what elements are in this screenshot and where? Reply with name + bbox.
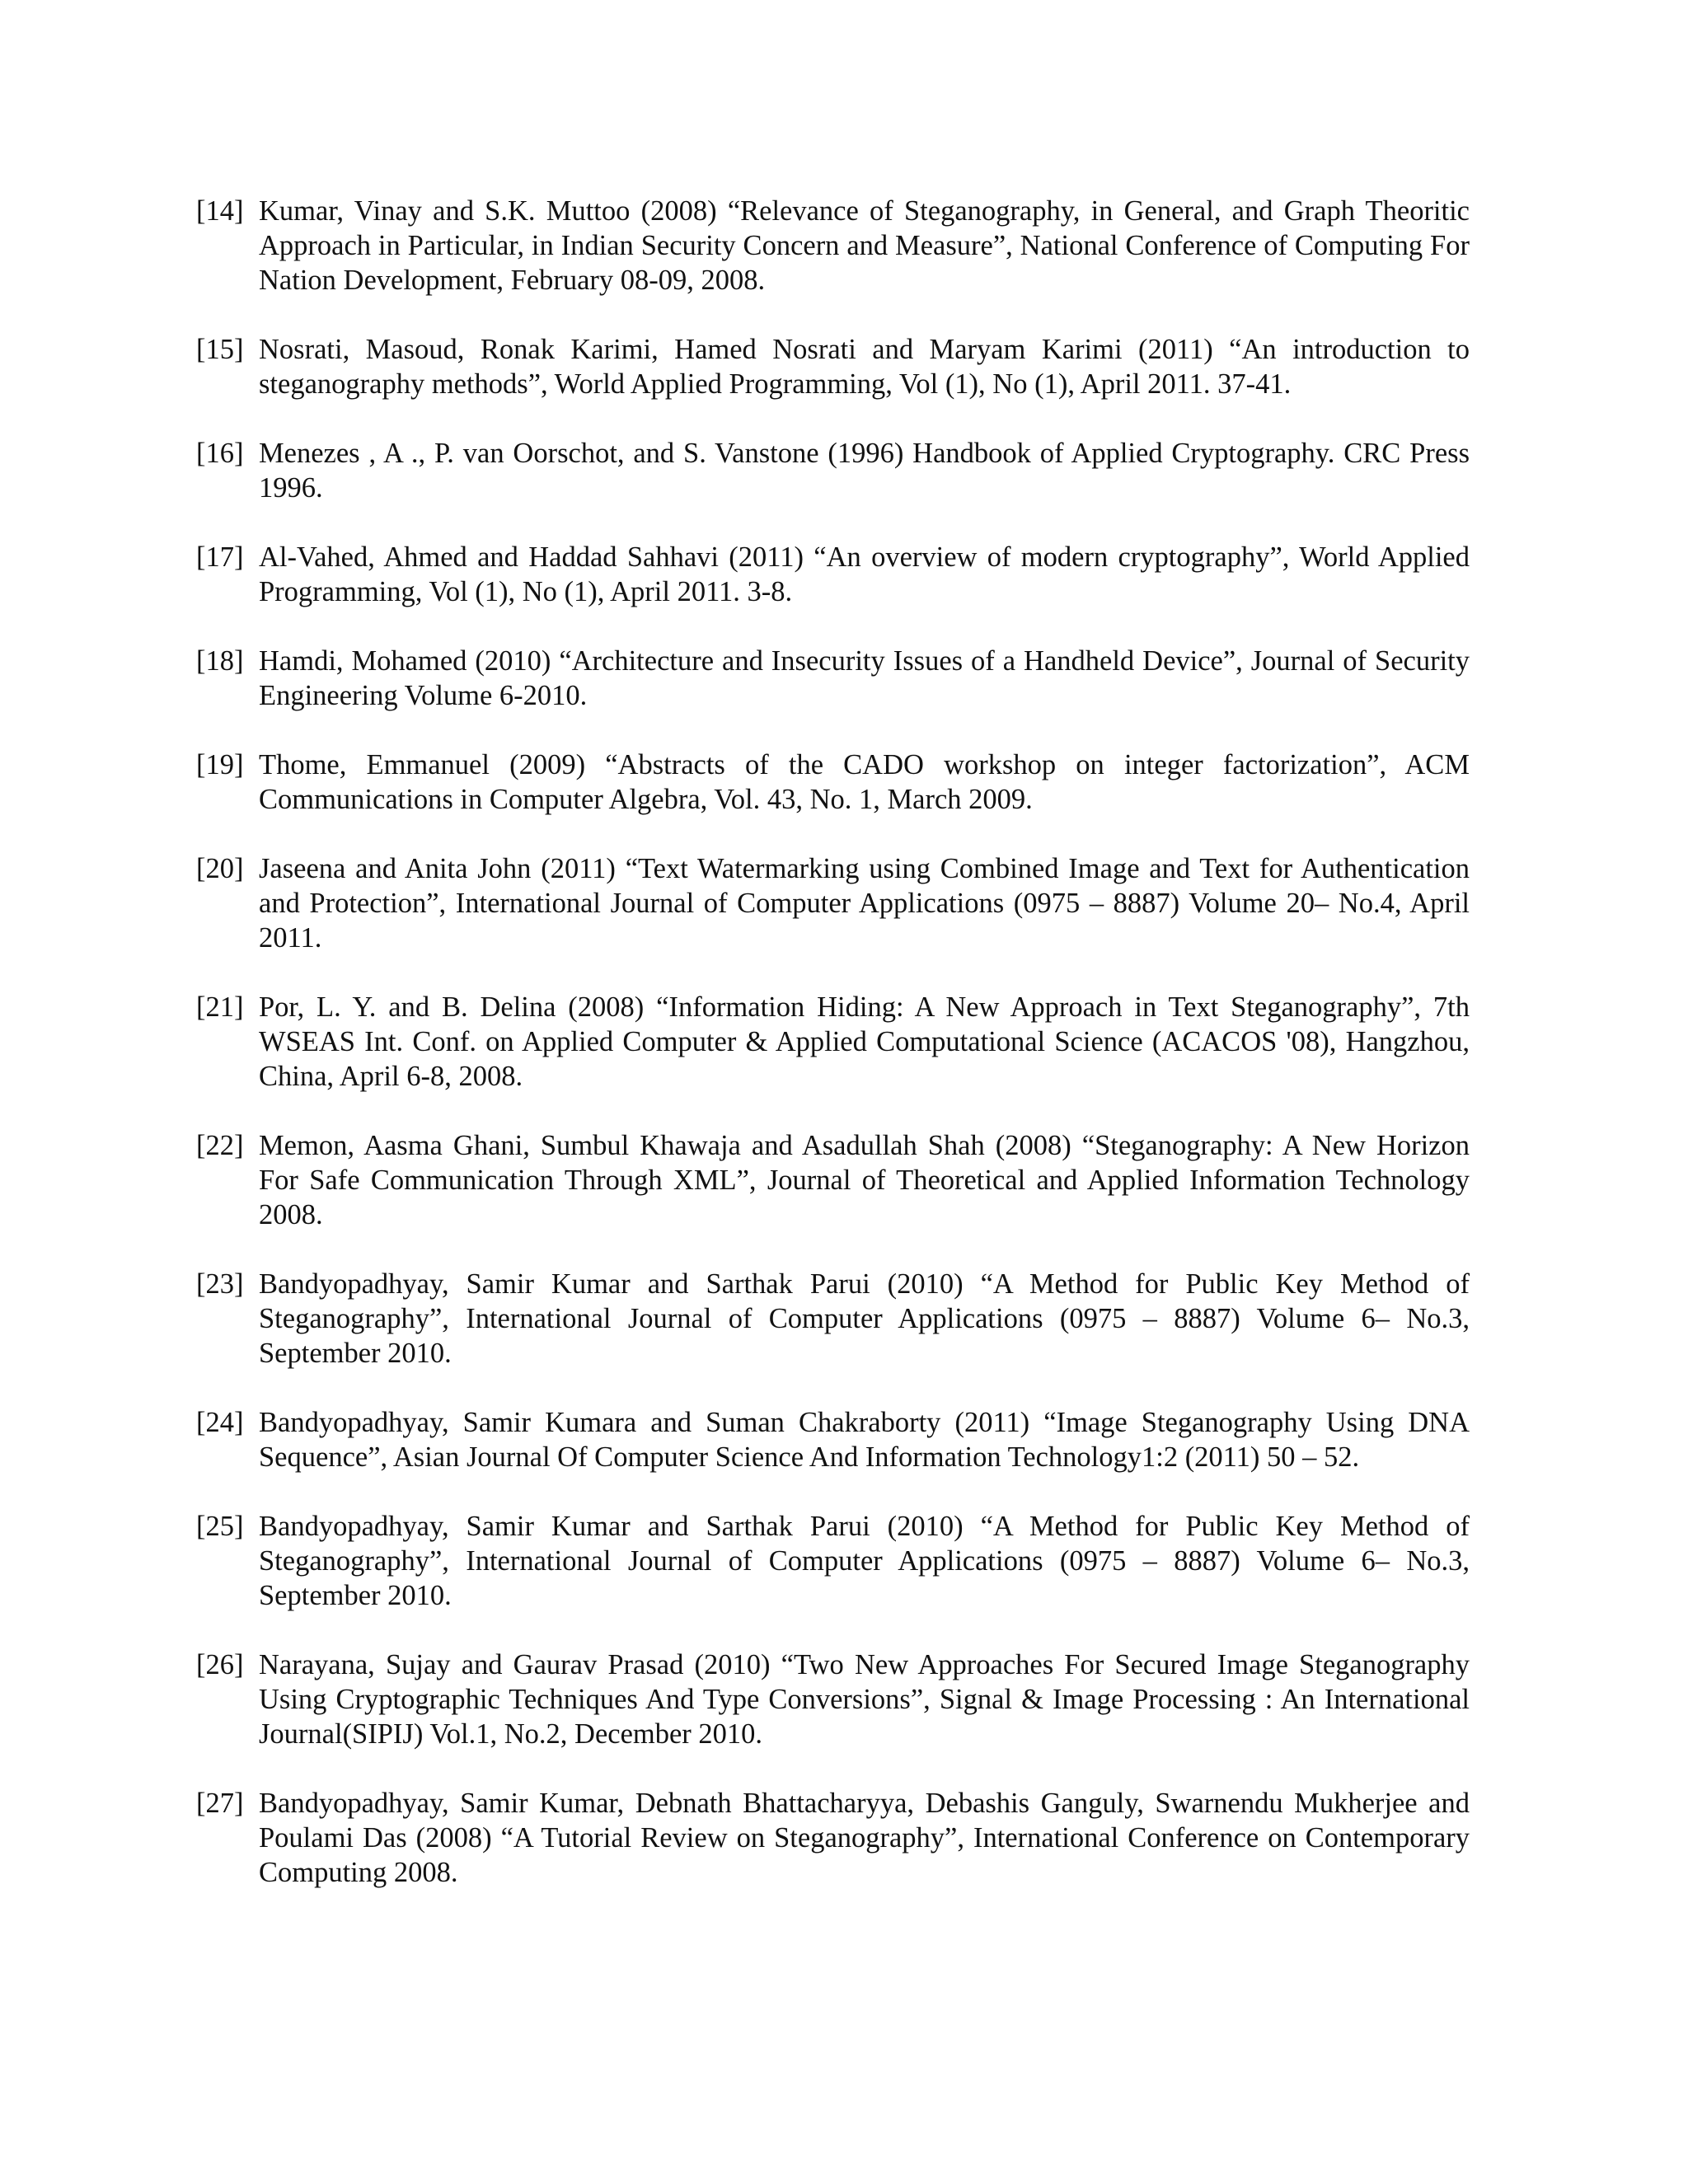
reference-text: Memon, Aasma Ghani, Sumbul Khawaja and Asadullah Shah (2008) “Steganography: A New Horizon For Safe Communication Through XML”, Journal of Theoretical and Applied Information Technology 2008. <box>259 1130 1470 1230</box>
reference-text: Hamdi, Mohamed (2010) “Architecture and Insecurity Issues of a Handheld Device”, Journal of Security Engineering Volume 6-2010. <box>259 645 1470 711</box>
reference-list <box>196 194 1470 1924</box>
reference-text: Narayana, Sujay and Gaurav Prasad (2010) “Two New Approaches For Secured Image Steganography Using Cryptographic Techniques And Type Conversions”, Signal & Image Processing : An International Journal(SIPIJ) Vol.1, No.2, December 2010. <box>259 1649 1470 1750</box>
reference-item <box>196 540 1470 609</box>
reference-item <box>196 1647 1470 1751</box>
reference-item <box>196 851 1470 955</box>
reference-text: Jaseena and Anita John (2011) “Text Watermarking using Combined Image and Text for Authentication and Protection”, International Journal of Computer Applications (0975 – 8887) Volume 20– No.4, April 2011. <box>259 853 1470 954</box>
reference-number: [21] <box>196 991 244 1023</box>
reference-text: Bandyopadhyay, Samir Kumar, Debnath Bhattacharyya, Debashis Ganguly, Swarnendu Mukherjee and Poulami Das (2008) “A Tutorial Review on Steganography”, International Conference on Contemporary Computing 2008. <box>259 1788 1470 1888</box>
reference-text: Al-Vahed, Ahmed and Haddad Sahhavi (2011) “An overview of modern cryptography”, World Applied Programming, Vol (1), No (1), April 2011. 3-8. <box>259 541 1470 607</box>
reference-text: Por, L. Y. and B. Delina (2008) “Information Hiding: A New Approach in Text Steganography”, 7th WSEAS Int. Conf. on Applied Computer & Applied Computational Science (ACACOS '08), Hangzhou, China, April 6-8, 2008. <box>259 991 1470 1092</box>
reference-item <box>196 990 1470 1094</box>
reference-item <box>196 332 1470 401</box>
reference-number: [26] <box>196 1649 244 1680</box>
reference-number: [24] <box>196 1407 244 1438</box>
reference-number: [19] <box>196 749 244 780</box>
reference-number: [16] <box>196 438 244 469</box>
reference-number: [15] <box>196 334 244 365</box>
reference-item <box>196 194 1470 298</box>
reference-item <box>196 1267 1470 1371</box>
reference-text: Kumar, Vinay and S.K. Muttoo (2008) “Relevance of Steganography, in General, and Graph Theoritic Approach in Particular, in Indian Security Concern and Measure”, National Conference of Computing For Nation Development, February 08-09, 2008. <box>259 195 1470 296</box>
reference-text: Bandyopadhyay, Samir Kumara and Suman Chakraborty (2011) “Image Steganography Using DNA Sequence”, Asian Journal Of Computer Science And Information Technology1:2 (2011) 50 – 52. <box>259 1407 1470 1473</box>
reference-text: Nosrati, Masoud, Ronak Karimi, Hamed Nosrati and Maryam Karimi (2011) “An introduction to steganography methods”, World Applied Programming, Vol (1), No (1), April 2011. 37-41. <box>259 334 1470 400</box>
reference-text: Menezes , A ., P. van Oorschot, and S. Vanstone (1996) Handbook of Applied Cryptography. CRC Press 1996. <box>259 438 1470 504</box>
reference-item <box>196 644 1470 713</box>
reference-number: [17] <box>196 541 244 573</box>
reference-text: Bandyopadhyay, Samir Kumar and Sarthak Parui (2010) “A Method for Public Key Method of Steganography”, International Journal of Computer Applications (0975 – 8887) Volume 6– No.3, September 2010. <box>259 1511 1470 1611</box>
reference-item <box>196 436 1470 505</box>
reference-text: Bandyopadhyay, Samir Kumar and Sarthak Parui (2010) “A Method for Public Key Method of Steganography”, International Journal of Computer Applications (0975 – 8887) Volume 6– No.3, September 2010. <box>259 1268 1470 1369</box>
reference-text: Thome, Emmanuel (2009) “Abstracts of the CADO workshop on integer factorization”, ACM Communications in Computer Algebra, Vol. 43, No. 1, March 2009. <box>259 749 1470 815</box>
reference-item <box>196 1128 1470 1232</box>
reference-item <box>196 748 1470 817</box>
reference-number: [23] <box>196 1268 244 1300</box>
reference-number: [25] <box>196 1511 244 1542</box>
reference-item <box>196 1405 1470 1474</box>
reference-number: [18] <box>196 645 244 677</box>
reference-number: [27] <box>196 1788 244 1819</box>
reference-number: [20] <box>196 853 244 884</box>
reference-item <box>196 1786 1470 1890</box>
reference-item <box>196 1509 1470 1613</box>
reference-number: [14] <box>196 195 244 227</box>
reference-number: [22] <box>196 1130 244 1161</box>
